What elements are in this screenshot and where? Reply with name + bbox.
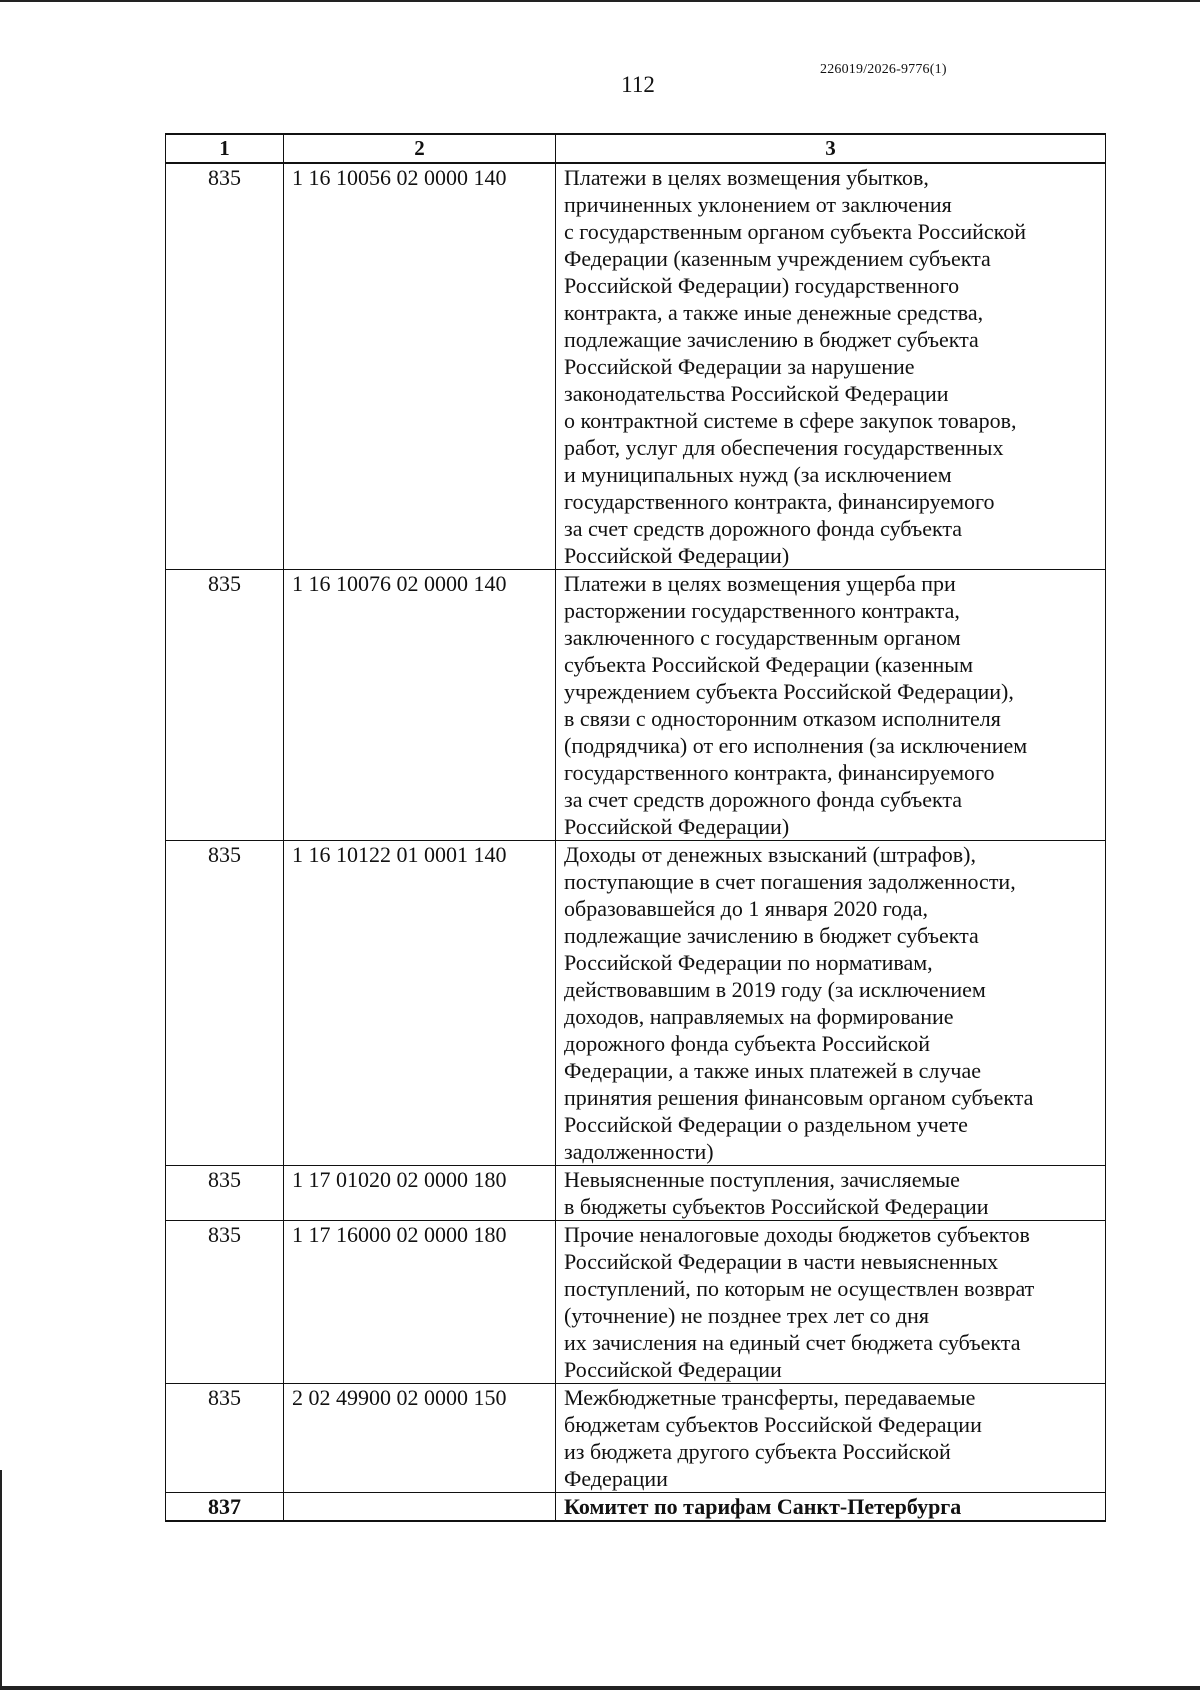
scan-border-top xyxy=(0,0,1200,2)
table-row-committee xyxy=(166,1493,1106,1522)
description-cell xyxy=(556,1384,1106,1493)
description-line: Российской Федерации) государственного xyxy=(564,273,960,298)
description-line: (уточнение) не позднее трех лет со дня xyxy=(564,1303,929,1328)
admin-code-cell: 835 xyxy=(166,1166,284,1221)
description-line: Российской Федерации по нормативам, xyxy=(564,950,933,975)
description-cell xyxy=(556,163,1106,570)
table-body xyxy=(166,163,1106,1521)
description-cell xyxy=(556,570,1106,841)
column-header-2: 2 xyxy=(284,134,556,163)
description-line: принятия решения финансовым органом субъекта xyxy=(564,1085,1034,1110)
description-line: Невыясненные поступления, зачисляемые xyxy=(564,1167,960,1192)
description-line: Российской Федерации) xyxy=(564,543,790,568)
description-line: Российской Федерации xyxy=(564,1357,782,1382)
admin-code-cell: 835 xyxy=(166,1221,284,1384)
description-line: Российской Федерации о раздельном учете xyxy=(564,1112,968,1137)
page-number: 112 xyxy=(621,72,655,97)
description-line: Прочие неналоговые доходы бюджетов субъектов xyxy=(564,1222,1030,1247)
description-line: поступлений, по которым не осуществлен возврат xyxy=(564,1276,1035,1301)
description-line: заключенного с государственным органом xyxy=(564,625,961,650)
description-line: законодательства Российской Федерации xyxy=(564,381,949,406)
table-row xyxy=(166,570,1106,841)
description-line: государственного контракта, финансируемого xyxy=(564,760,995,785)
description-line: контракта, а также иные денежные средства, xyxy=(564,300,984,325)
revenue-code-cell xyxy=(284,1493,556,1522)
description-line: Федерации (казенным учреждением субъекта xyxy=(564,246,991,271)
revenue-code-cell: 1 16 10076 02 0000 140 xyxy=(284,570,556,841)
description-cell xyxy=(556,841,1106,1166)
description-line: Российской Федерации в части невыясненных xyxy=(564,1249,999,1274)
description-line: их зачисления на единый счет бюджета субъекта xyxy=(564,1330,1021,1355)
description-line: за счет средств дорожного фонда субъекта xyxy=(564,787,963,812)
description-line: дорожного фонда субъекта Российской xyxy=(564,1031,931,1056)
revenue-code-cell: 1 17 01020 02 0000 180 xyxy=(284,1166,556,1221)
description-cell xyxy=(556,1166,1106,1221)
description-line: в бюджеты субъектов Российской Федерации xyxy=(564,1194,989,1219)
description-line: за счет средств дорожного фонда субъекта xyxy=(564,516,963,541)
admin-code-cell: 837 xyxy=(166,1493,284,1522)
description-line: доходов, направляемых на формирование xyxy=(564,1004,954,1029)
table-header-row xyxy=(166,134,1106,163)
admin-code-cell: 835 xyxy=(166,1384,284,1493)
description-line: государственного контракта, финансируемого xyxy=(564,489,995,514)
revenue-code-cell: 1 17 16000 02 0000 180 xyxy=(284,1221,556,1384)
description-line: поступающие в счет погашения задолженности, xyxy=(564,869,1016,894)
description-line: учреждением субъекта Российской Федерации), xyxy=(564,679,1014,704)
table-row xyxy=(166,1221,1106,1384)
description-line: Межбюджетные трансферты, передаваемые xyxy=(564,1385,976,1410)
table-row xyxy=(166,1384,1106,1493)
description-line: бюджетам субъектов Российской Федерации xyxy=(564,1412,982,1437)
description-line: Платежи в целях возмещения ущерба при xyxy=(564,571,956,596)
description-line: из бюджета другого субъекта Российской xyxy=(564,1439,951,1464)
admin-code-cell: 835 xyxy=(166,570,284,841)
description-line: субъекта Российской Федерации (казенным xyxy=(564,652,973,677)
scan-border-left xyxy=(0,1470,2,1690)
description-line: действовавшим в 2019 году (за исключением xyxy=(564,977,986,1002)
description-line: причиненных уклонением от заключения xyxy=(564,192,952,217)
revenue-code-cell: 2 02 49900 02 0000 150 xyxy=(284,1384,556,1493)
description-line: Платежи в целях возмещения убытков, xyxy=(564,165,929,190)
description-line: Российской Федерации) xyxy=(564,814,790,839)
column-header-3: 3 xyxy=(556,134,1106,163)
description-line: с государственным органом субъекта Российской xyxy=(564,219,1026,244)
column-header-1: 1 xyxy=(166,134,284,163)
description-line: подлежащие зачислению в бюджет субъекта xyxy=(564,923,979,948)
description-line: работ, услуг для обеспечения государственных xyxy=(564,435,1004,460)
document-reference: 226019/2026-9776(1) xyxy=(820,62,947,77)
description-line: Российской Федерации за нарушение xyxy=(564,354,915,379)
description-line: Федерации xyxy=(564,1466,668,1491)
description-line: расторжении государственного контракта, xyxy=(564,598,960,623)
scan-border-bottom xyxy=(0,1686,1200,1690)
description-line: Доходы от денежных взысканий (штрафов), xyxy=(564,842,976,867)
admin-code-cell: 835 xyxy=(166,163,284,570)
revenue-code-cell: 1 16 10122 01 0001 140 xyxy=(284,841,556,1166)
description-line: задолженности) xyxy=(564,1139,714,1164)
table-row xyxy=(166,841,1106,1166)
description-line: (подрядчика) от его исполнения (за исключением xyxy=(564,733,1028,758)
description-line: и муниципальных нужд (за исключением xyxy=(564,462,952,487)
table-row xyxy=(166,163,1106,570)
description-line: о контрактной системе в сфере закупок товаров, xyxy=(564,408,1017,433)
admin-code-cell: 835 xyxy=(166,841,284,1166)
committee-name-cell: Комитет по тарифам Санкт-Петербурга xyxy=(556,1493,1106,1522)
description-line: подлежащие зачислению в бюджет субъекта xyxy=(564,327,979,352)
description-line: Федерации, а также иных платежей в случае xyxy=(564,1058,982,1083)
revenue-codes-table xyxy=(165,133,1106,1522)
table-row xyxy=(166,1166,1106,1221)
description-line: в связи с односторонним отказом исполнителя xyxy=(564,706,1001,731)
description-cell xyxy=(556,1221,1106,1384)
description-line: образовавшейся до 1 января 2020 года, xyxy=(564,896,928,921)
revenue-code-cell: 1 16 10056 02 0000 140 xyxy=(284,163,556,570)
